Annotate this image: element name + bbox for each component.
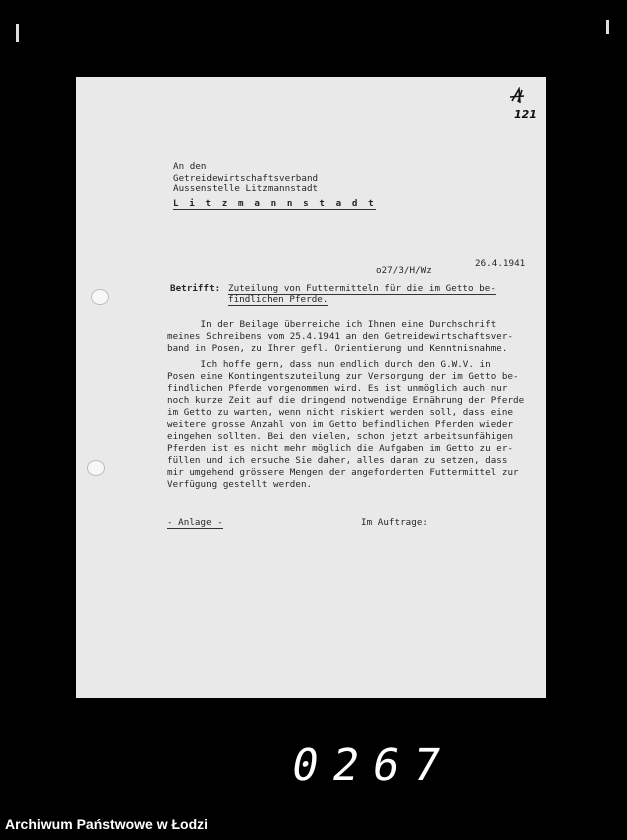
body-line: noch kurze Zeit auf die dringend notwendige Ernährung der Pferde <box>167 395 525 406</box>
frame-number: 0267 <box>287 740 459 791</box>
body-line: eingehen sollten. Bei den vielen, schon jetzt arbeitsunfähigen <box>167 431 514 442</box>
recipient-line: An den <box>173 161 207 172</box>
enclosure-note: - Anlage - <box>167 517 223 528</box>
archive-institution-label: Archiwum Państwowe w Łodzi <box>5 816 209 832</box>
document-page <box>76 77 546 698</box>
archive-handwritten-mark <box>508 87 540 121</box>
body-line: meines Schreibens vom 25.4.1941 an den Getreidewirtschaftsver- <box>167 331 514 342</box>
body-line: findlichen Pferde vorgenommen wird. Es ist unmöglich auch nur <box>167 383 508 394</box>
recipient-city: L i t z m a n n s t a d t <box>173 198 377 209</box>
body-line: Posen eine Kontingentszuteilung zur Versorgung der im Getto be- <box>167 371 519 382</box>
body-line: im Getto zu warten, wenn nicht riskiert werden soll, dass eine <box>167 407 514 418</box>
archive-footer <box>0 812 627 840</box>
body-line: band in Posen, zu Ihrer gefl. Orientierung und Kenntnisnahme. <box>167 343 508 354</box>
film-edge-mark <box>16 24 19 42</box>
body-line: füllen und ich ersuche Sie daher, alles daran zu setzen, dass <box>167 455 508 466</box>
body-line: Verfügung gestellt werden. <box>167 479 313 490</box>
body-line: In der Beilage überreiche ich Ihnen eine Durchschrift <box>167 319 497 330</box>
subject-line: findlichen Pferde. <box>228 294 329 305</box>
film-edge-mark <box>606 20 609 34</box>
punch-hole <box>87 460 105 476</box>
archive-number: 121 <box>514 108 537 121</box>
letter-date: 26.4.1941 <box>475 258 526 269</box>
subject-line: Zuteilung von Futtermitteln für die im Getto be- <box>228 283 496 294</box>
recipient-line: Aussenstelle Litzmannstadt <box>173 183 319 194</box>
subject-label: Betrifft: <box>170 283 221 294</box>
signature-line: Im Auftrage: <box>361 517 428 528</box>
body-line: mir umgehend grössere Mengen der angeforderten Futtermittel zur <box>167 467 519 478</box>
body-line: Ich hoffe gern, dass nun endlich durch den G.W.V. in <box>167 359 491 370</box>
reference-number: o27/3/H/Wz <box>376 265 432 276</box>
recipient-line: Getreidewirtschaftsverband <box>173 173 319 184</box>
punch-hole <box>91 289 109 305</box>
body-line: weitere grosse Anzahl von im Getto befindlichen Pferden wieder <box>167 419 514 430</box>
body-line: Pferden ist es nicht mehr möglich die Aufgaben im Getto zu er- <box>167 443 514 454</box>
